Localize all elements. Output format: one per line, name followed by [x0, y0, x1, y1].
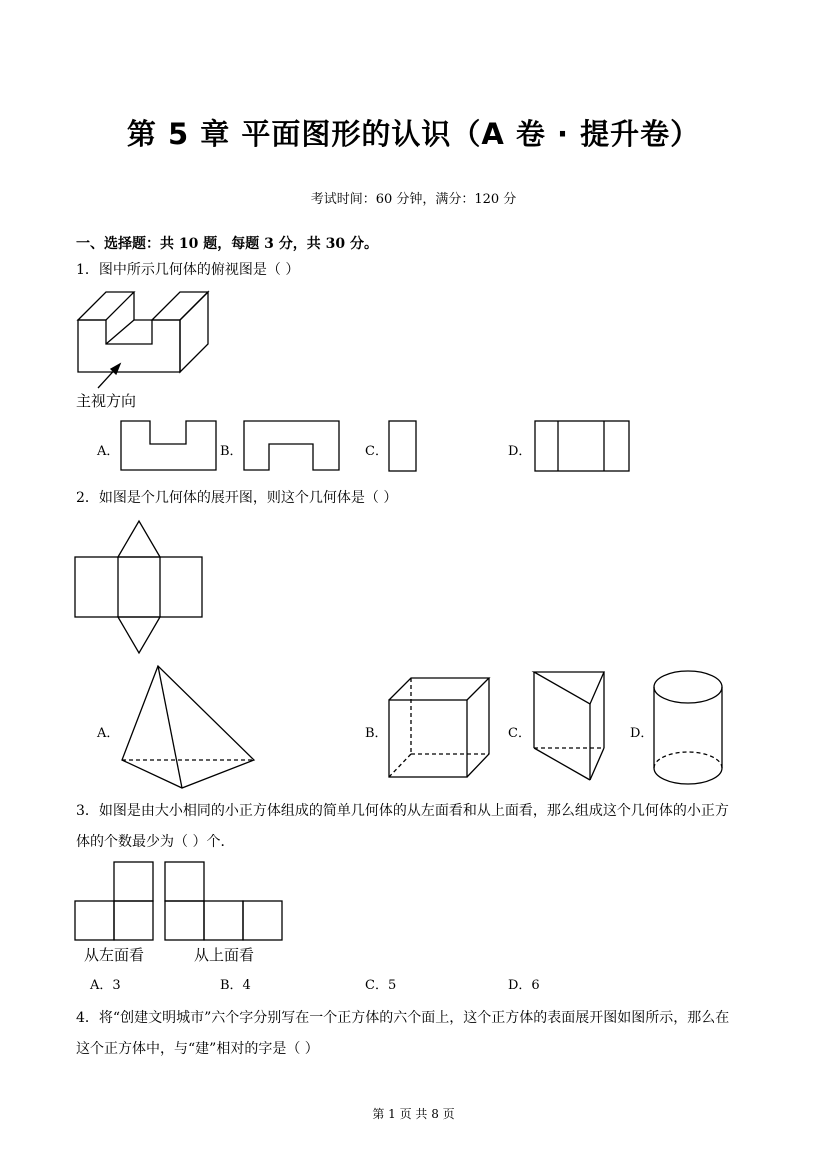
- section-heading: 一、选择题：共 10 题，每题 3 分，共 30 分。: [76, 236, 378, 252]
- q1-solid-figure: [70, 286, 215, 398]
- q1-option-c-figure: [388, 420, 420, 474]
- q2-option-d-label: D．: [630, 726, 654, 741]
- page-footer: 第 1 页 共 8 页: [372, 1107, 455, 1121]
- q1-option-a-figure: [120, 420, 220, 474]
- q2-option-c-label: C．: [508, 726, 531, 741]
- q1-view-direction-caption: 主视方向: [76, 392, 137, 410]
- q2-option-b-label: B．: [365, 726, 388, 741]
- q3-top-view-figure: [164, 860, 286, 942]
- q3-option-b: B．4: [220, 978, 251, 993]
- q3-left-view-caption: 从左面看: [84, 946, 145, 964]
- question-2-stem: 2．如图是个几何体的展开图，则这个几何体是（ ）: [76, 490, 398, 506]
- q1-option-a-label: A．: [97, 444, 120, 459]
- q1-option-c-label: C．: [365, 444, 388, 459]
- question-4-stem-line1: 4．将“创建文明城市”六个字分别写在一个正方体的六个面上，这个正方体的表面展开图如图所示，那么在: [76, 1010, 730, 1026]
- q1-option-b-figure: [243, 420, 343, 474]
- question-3-stem-line2: 体的个数最少为（ ）个．: [76, 834, 235, 850]
- exam-info: 考试时间：60 分钟，满分：120 分: [310, 192, 517, 207]
- q2-option-a-pyramid: [118, 662, 260, 792]
- q2-option-c-prism: [530, 668, 610, 784]
- q3-option-c: C．5: [365, 978, 397, 993]
- q2-option-b-cube: [386, 676, 494, 780]
- question-1-stem: 1．图中所示几何体的俯视图是（ ）: [76, 262, 300, 278]
- page-title: 第 5 章 平面图形的认识（A 卷 · 提升卷）: [126, 117, 701, 151]
- q3-left-view-figure: [74, 860, 156, 942]
- q3-top-view-caption: 从上面看: [194, 946, 255, 964]
- question-3-stem-line1: 3．如图是由大小相同的小正方体组成的简单几何体的从左面看和从上面看，那么组成这个几何体的小正方: [76, 803, 729, 819]
- q3-option-a: A．3: [90, 978, 121, 993]
- q1-option-d-label: D．: [508, 444, 532, 459]
- q2-net-figure: [74, 519, 206, 657]
- q3-option-d: D．6: [508, 978, 540, 993]
- q2-option-d-cylinder: [652, 668, 726, 790]
- question-4-stem-line2: 这个正方体中，与“建”相对的字是（ ）: [76, 1041, 319, 1057]
- q2-option-a-label: A．: [97, 726, 120, 741]
- q1-option-d-figure: [534, 420, 632, 474]
- q1-option-b-label: B．: [220, 444, 243, 459]
